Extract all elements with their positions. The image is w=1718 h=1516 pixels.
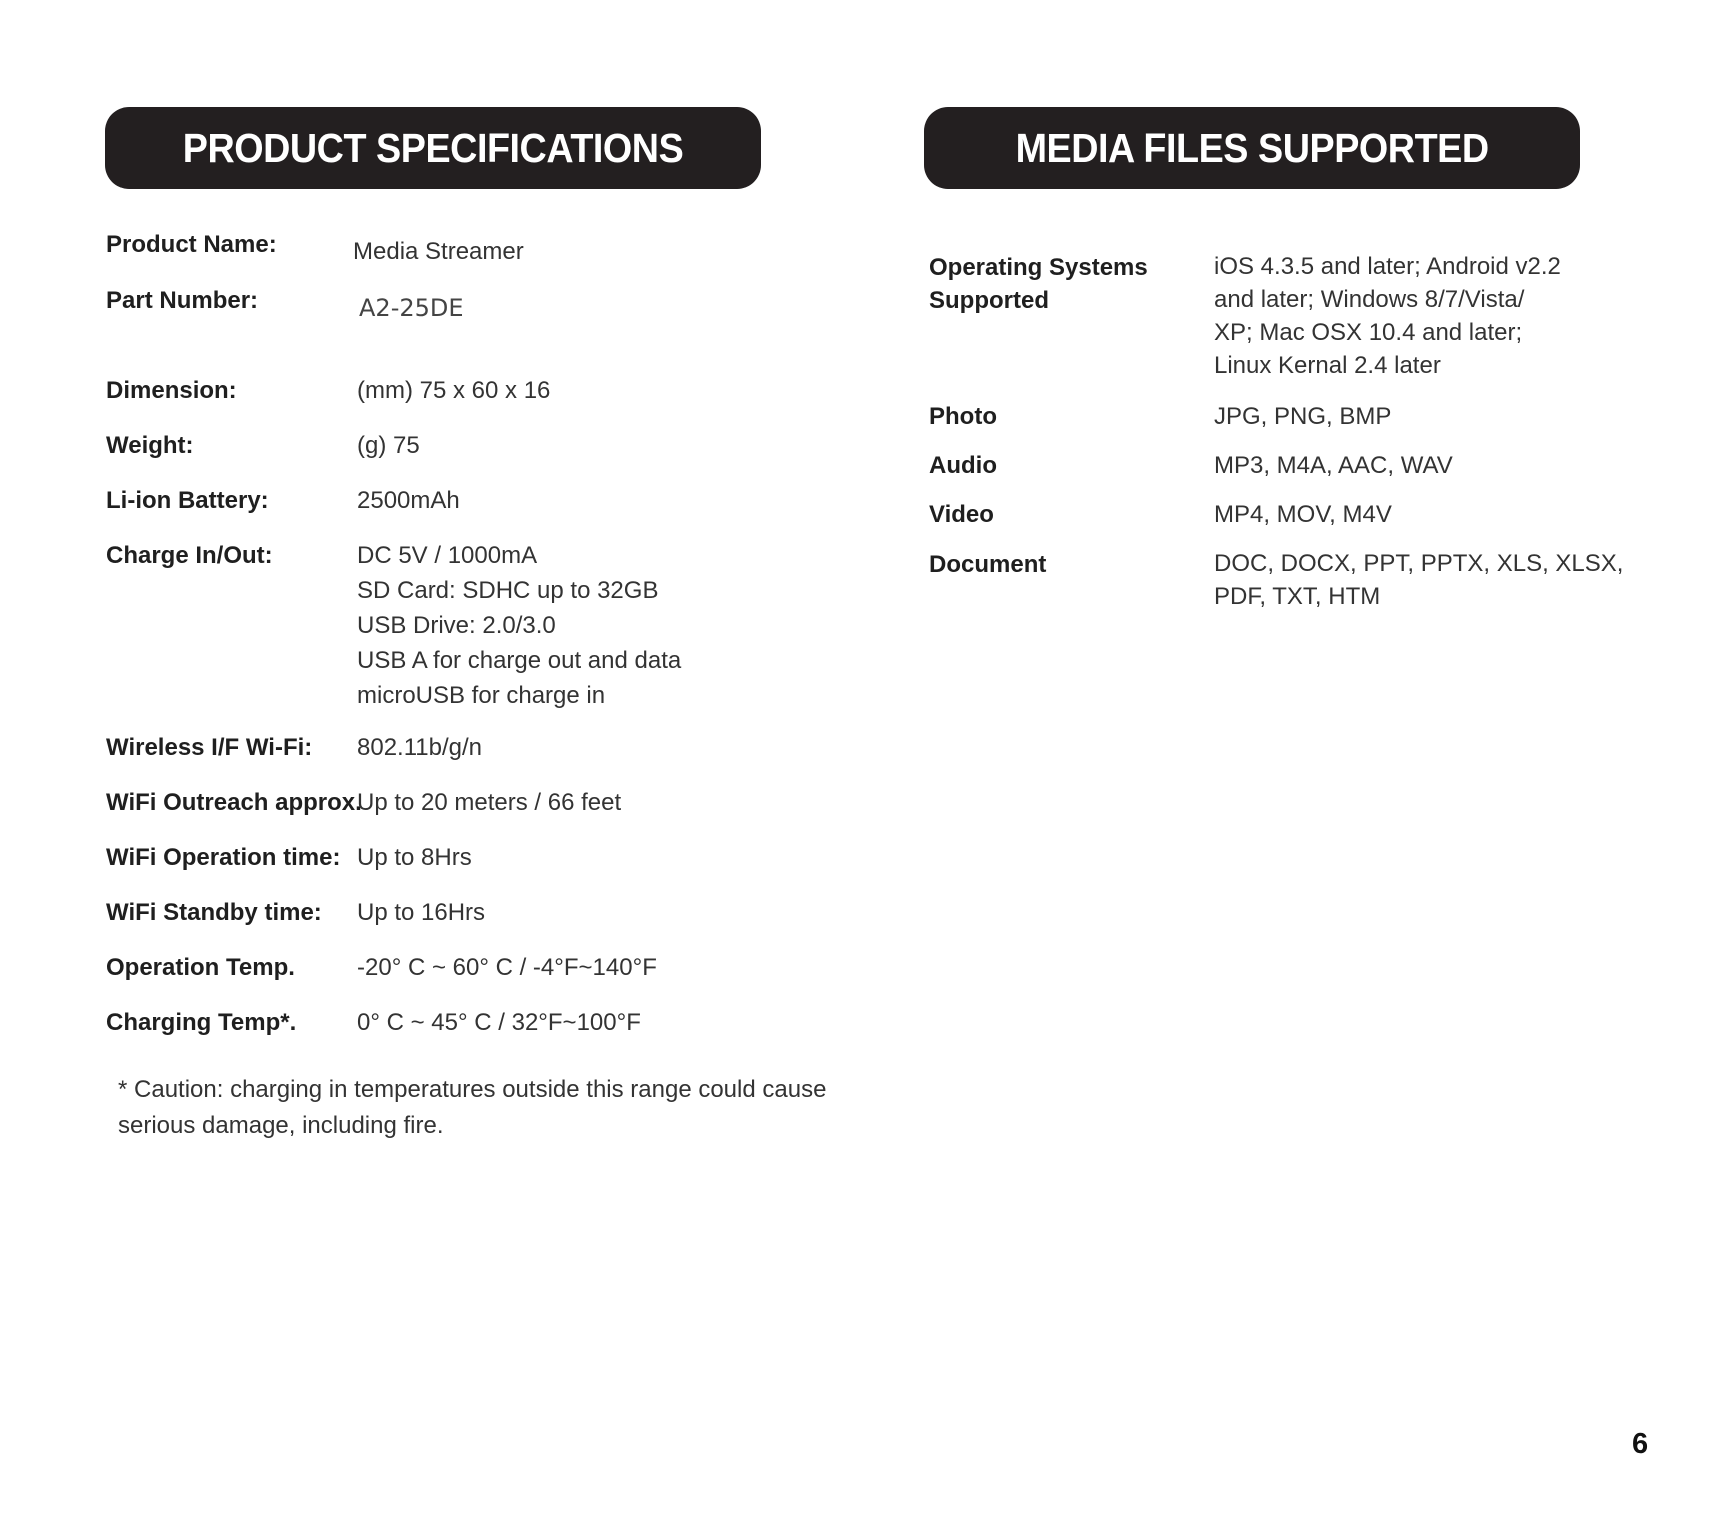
spec-label-part-number: Part Number: (106, 287, 259, 314)
media-label-document: Document (929, 551, 1047, 578)
spec-label-wireless: Wireless I/F Wi-Fi: (106, 734, 313, 761)
charge-line: USB Drive: 2.0/3.0 (357, 612, 556, 639)
media-label-audio: Audio (929, 452, 997, 479)
os-line: iOS 4.3.5 and later; Android v2.2 (1214, 253, 1561, 280)
spec-label-operation-temp: Operation Temp. (106, 954, 295, 981)
media-value-operating-systems (1214, 250, 1561, 382)
media-label-video: Video (929, 501, 994, 528)
spec-value-charge-in-out (357, 538, 681, 713)
media-files-supported-banner (924, 107, 1580, 189)
spec-value-wifi-outreach: Up to 20 meters / 66 feet (357, 789, 622, 816)
document-line: PDF, TXT, HTM (1214, 583, 1381, 610)
spec-label-battery: Li-ion Battery: (106, 487, 269, 514)
spec-label-dimension: Dimension: (106, 377, 237, 404)
spec-value-operation-temp: -20° C ~ 60° C / -4°F~140°F (357, 954, 657, 981)
charge-line: DC 5V / 1000mA (357, 542, 538, 569)
spec-value-battery: 2500mAh (357, 487, 460, 514)
spec-value-wifi-operation-time: Up to 8Hrs (357, 844, 472, 871)
charge-line: SD Card: SDHC up to 32GB (357, 577, 659, 604)
media-value-video: MP4, MOV, M4V (1214, 501, 1392, 528)
page-number: 6 (1632, 1428, 1649, 1460)
spec-label-product-name: Product Name: (106, 231, 277, 258)
spec-value-weight: (g) 75 (357, 432, 420, 459)
media-label-operating-systems (929, 251, 1148, 317)
product-specifications-title: PRODUCT SPECIFICATIONS (182, 124, 684, 171)
spec-value-dimension: (mm) 75 x 60 x 16 (357, 377, 551, 404)
spec-value-part-number: A2-25DE (359, 294, 464, 322)
spec-value-product-name: Media Streamer (353, 238, 524, 265)
spec-label-wifi-outreach: WiFi Outreach approx. (106, 789, 362, 816)
os-line: Linux Kernal 2.4 later (1214, 352, 1441, 379)
media-files-supported-title: MEDIA FILES SUPPORTED (1015, 124, 1489, 171)
media-label-photo: Photo (929, 403, 997, 430)
spec-label-charging-temp: Charging Temp*. (106, 1009, 297, 1036)
media-value-photo: JPG, PNG, BMP (1214, 403, 1392, 430)
spec-value-wifi-standby-time: Up to 16Hrs (357, 899, 486, 926)
spec-label-wifi-standby-time: WiFi Standby time: (106, 899, 322, 926)
charging-caution-note: * Caution: charging in temperatures outside this range could cause serious damage, including fire. (118, 1076, 827, 1139)
spec-label-charge-in-out: Charge In/Out: (106, 542, 273, 569)
spec-value-charging-temp: 0° C ~ 45° C / 32°F~100°F (357, 1009, 641, 1036)
spec-value-wireless: 802.11b/g/n (357, 734, 483, 761)
os-line: and later; Windows 8/7/Vista/ (1214, 286, 1525, 313)
charge-line: microUSB for charge in (357, 682, 606, 709)
product-specifications-banner (105, 107, 761, 189)
document-line: DOC, DOCX, PPT, PPTX, XLS, XLSX, (1214, 550, 1624, 577)
spec-label-wifi-operation-time: WiFi Operation time: (106, 844, 341, 871)
os-line: XP; Mac OSX 10.4 and later; (1214, 319, 1523, 346)
media-value-audio: MP3, M4A, AAC, WAV (1214, 452, 1453, 479)
media-label-line: Supported (929, 287, 1049, 314)
charge-line: USB A for charge out and data (357, 647, 682, 674)
media-label-line: Operating Systems (929, 254, 1148, 281)
spec-label-weight: Weight: (106, 432, 194, 459)
media-value-document (1214, 547, 1623, 613)
